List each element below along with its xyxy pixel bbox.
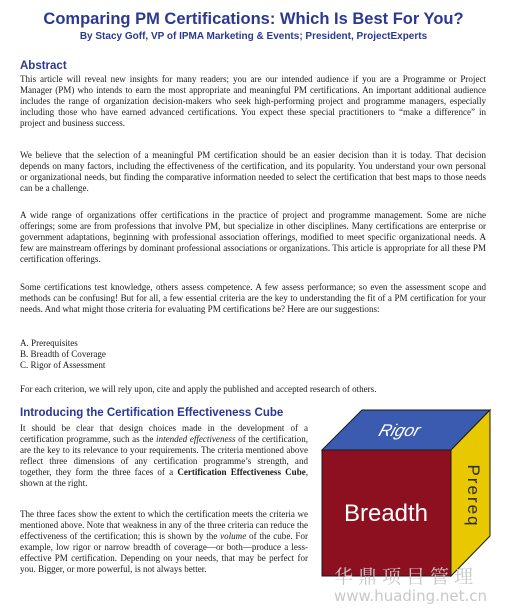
emphasis-text: intended effectiveness xyxy=(156,433,236,444)
abstract-paragraph-3: A wide range of organizations offer certifications in the practice of project and programme management. Some are niche offerings; some are from professions that involve PM, but specialize in other disciplines. Many certifications are enterprise or government adaptations, beginning with professional association offerings, modified to meet specific organizational needs. A few are mainstream offerings by dominant professional associations or organizations. This article is appropriate for all these PM certification offerings. xyxy=(20,210,486,264)
cube-front-label: Breadth xyxy=(343,500,429,527)
cube-paragraph-2 xyxy=(20,509,308,574)
cube-top-label: Rigor xyxy=(376,420,424,440)
cube-side-label: Prereq xyxy=(464,464,483,528)
certification-effectiveness-cube xyxy=(318,408,493,578)
watermark-url: www.huading.net.cn xyxy=(334,587,488,605)
watermark xyxy=(334,562,504,605)
text-run: , shown at the right. xyxy=(20,466,309,488)
abstract-paragraph-4: Some certifications test knowledge, others assess competence. A few assess performance; so even the assessment scope and methods can be confusing! But for all, a few essential criteria are the key to understanding the fit of a PM certification for your needs. And what might those criteria for evaluating PM certifications be? Here are our suggestions: xyxy=(20,282,486,314)
text-run: of the cube. For example, low rigor or narrow breadth of coverage—or both—produce a less-effective PM certification. Depending on your needs, that may be perfect for you. Bigger, or more powerful, is not always better. xyxy=(20,530,309,574)
emphasis-text: volume xyxy=(220,530,247,541)
watermark-chinese-text: 华鼎项目管理 xyxy=(334,566,479,588)
text-run: It should be clear that design choices made in the development of a certification programme, such as the xyxy=(20,423,308,444)
article-byline: By Stacy Goff, VP of IPMA Marketing & Events; President, ProjectExperts xyxy=(79,31,428,42)
list-item: A. Prerequisites xyxy=(20,338,78,348)
abstract-paragraph-1: This article will reveal new insights for many readers; you are our intended audience if you are a Programme or Project Manager (PM) who intends to earn the most appropriate and meaningful PM certifications. An important additional audience includes the range of organization decision-makers who seek high-performing project and programme managers, especially including those who have earned advanced certifications. You expect these special practitioners to “make a difference” in project and business success. xyxy=(20,74,486,128)
criteria-list xyxy=(20,338,106,371)
text-run: The three faces show the extent to which the certification meets the criteria we mentioned above. Note that weakness in any of the three criteria can reduce the effectiveness of the certification; this is shown by the xyxy=(20,509,308,541)
list-item: C. Rigor of Assessment xyxy=(20,359,106,370)
article-title: Comparing PM Certifications: Which Is Best For You? xyxy=(43,10,464,28)
abstract-paragraph-5: For each criterion, we will rely upon, cite and apply the published and accepted research of others. xyxy=(20,384,377,394)
abstract-heading: Abstract xyxy=(20,60,67,72)
abstract-paragraph-2: We believe that the selection of a meaningful PM certification should be an easier decision than it is today. That decision depends on many factors, including the effectiveness of the certification, and its popularity. You understand your own personal or organizational needs, but finding the comparative information needed to select the certification that best maps to those needs can be a challenge. xyxy=(20,150,486,193)
cube-paragraph-1 xyxy=(20,423,308,488)
cube-section-heading: Introducing the Certification Effectiveness Cube xyxy=(20,407,284,419)
text-run: of the certification, are the key to its relevance to your requirements. The criteria mentioned above reflect three dimensions of any certification programme’s strength, and together, they form the three faces of a xyxy=(20,433,308,477)
strong-text: Certification Effectiveness Cube xyxy=(177,466,306,477)
list-item: B. Breadth of Coverage xyxy=(20,348,106,359)
